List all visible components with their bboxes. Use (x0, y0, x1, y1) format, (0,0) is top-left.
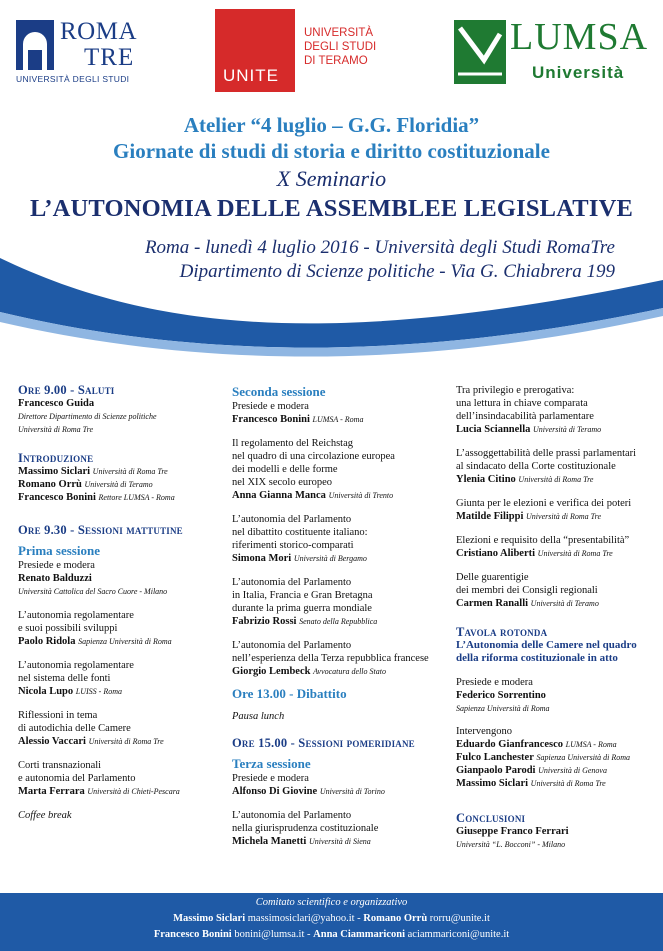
talk-item (232, 639, 447, 678)
speaker-affiliation: Sapienza Università di Roma (536, 753, 631, 762)
coffee-break: Coffee break (18, 810, 72, 821)
intro-heading: Introduzione (18, 451, 94, 465)
speaker-name: Simona Mori (232, 553, 292, 564)
speaker-name: Nicola Lupo (18, 686, 74, 697)
talk-title: dei membri dei Consigli regionali (456, 585, 598, 596)
speaker-name: Romano Orrù (18, 479, 82, 490)
speaker-affiliation: Senato della Repubblica (299, 617, 378, 626)
speaker-affiliation: Università di Genova (538, 766, 607, 775)
committee-line-2 (0, 927, 663, 943)
unite-logo-text (304, 26, 376, 68)
roma-tre-line1: ROMA (60, 18, 138, 45)
speaker-name: Alfonso Di Giovine (232, 786, 318, 797)
speaker-name: Massimo Siclari (18, 466, 91, 477)
list-item (18, 491, 228, 504)
speaker-name: Anna Gianna Manca (232, 490, 326, 501)
list-item (18, 478, 228, 491)
giornate-subtitle: Giornate di studi di storia e diritto costituzionale (113, 139, 550, 163)
speaker-affiliation: Sapienza Università di Roma (78, 637, 172, 646)
talk-title: riferimenti storico-comparati (232, 540, 354, 551)
speaker-name: Michela Manetti (232, 836, 307, 847)
talk-item (232, 809, 447, 848)
program-column-1 (18, 384, 228, 822)
header-titles (0, 112, 663, 224)
speaker-name: Fulco Lanchester (456, 752, 534, 763)
logos-bar (0, 0, 663, 100)
speaker-name: Giuseppe Franco Ferrari (456, 826, 569, 837)
unite-box-label: UNITE (223, 66, 279, 85)
speaker-affiliation: LUMSA - Roma (565, 740, 617, 749)
mattina-block (18, 524, 228, 598)
talk-item (456, 447, 663, 486)
speaker-affiliation: Università di Roma Tre (18, 425, 94, 434)
talk-title: Delle guarentigie (456, 572, 529, 583)
separator: - (304, 929, 314, 940)
talk-title: nella giurisprudenza costituzionale (232, 823, 379, 834)
talk-item (18, 609, 228, 648)
speaker-affiliation: Università di Trento (328, 491, 394, 500)
talk-title: Corti transnazionali (18, 760, 102, 771)
tavola-title: L’Autonomia delle Camere nel quadro (456, 639, 637, 651)
talk-item (456, 534, 663, 560)
mattina-heading: Ore 9.30 - Sessioni mattutine (18, 523, 183, 537)
pomeriggio-heading: Ore 15.00 - Sessioni pomeridiane (232, 736, 415, 750)
talk-item (232, 576, 447, 628)
separator: - (354, 913, 364, 924)
talk-title: Riflessioni in tema (18, 710, 98, 721)
talk-title: dell’insindacabilità parlamentare (456, 411, 594, 422)
lumsa-line2: Università (532, 63, 625, 82)
lumsa-line1: LUMSA (510, 16, 649, 58)
list-item (18, 465, 228, 478)
committee-email[interactable]: bonini@lumsa.it (234, 929, 305, 940)
talk-title: dei modelli e delle forme (232, 464, 338, 475)
speaker-affiliation: Università di Roma Tre (530, 779, 606, 788)
speaker-affiliation: Università Cattolica del Sacro Cuore - Milano (18, 587, 168, 596)
atelier-title: Atelier “4 luglio – G.G. Floridia” (183, 113, 480, 137)
speaker-name: Lucia Sciannella (456, 424, 531, 435)
saluti-block (18, 384, 228, 436)
talk-title: L’autonomia del Parlamento (232, 514, 352, 525)
terza-sessione-heading: Terza sessione (232, 756, 311, 771)
tavola-rotonda-heading: Tavola rotonda (456, 625, 548, 639)
talk-title: nel dibattito costituente italiano: (232, 527, 368, 538)
talk-title: L’assoggettabilità delle prassi parlamentari (456, 448, 637, 459)
unite-text-line: DEGLI STUDI (304, 41, 377, 53)
speaker-affiliation: Università di Roma Tre (88, 737, 164, 746)
talk-item (232, 513, 447, 565)
presiede-label: Presiede e modera (232, 401, 309, 412)
venue-line2: Dipartimento di Scienze politiche - Via G. Chiabrera 199 (179, 261, 615, 282)
committee-heading: Comitato scientifico e organizzativo (255, 897, 408, 908)
talk-title: nel sistema delle fonti (18, 673, 111, 684)
talk-title: L’autonomia del Parlamento (232, 640, 352, 651)
saluti-heading: Ore 9.00 - Saluti (18, 383, 115, 397)
speaker-affiliation: Direttore Dipartimento di Scienze politiche (18, 412, 157, 421)
blue-wave-decoration (0, 250, 663, 380)
talk-title: una lettura in chiave comparata (456, 398, 588, 409)
footer-committee (0, 893, 663, 951)
speaker-affiliation: Università di Siena (308, 837, 371, 846)
roma-tre-logo (16, 18, 150, 88)
speaker-affiliation: LUMSA - Roma (312, 415, 364, 424)
speaker-name: Marta Ferrara (18, 786, 85, 797)
presiede-label: Presiede e modera (232, 773, 309, 784)
roma-tre-line3: UNIVERSITÀ DEGLI STUDI (16, 74, 130, 84)
program-column-2 (232, 384, 447, 848)
list-item (456, 777, 663, 790)
talk-title: Elezioni e requisito della “presentabilità” (456, 535, 630, 546)
speaker-name: Massimo Siclari (456, 778, 529, 789)
unite-text-line: DI TERAMO (304, 55, 368, 67)
talk-title: al sindacato della Corte costituzionale (456, 461, 616, 472)
main-title: L’AUTONOMIA DELLE ASSEMBLEE LEGISLATIVE (29, 195, 634, 222)
speaker-affiliation: Università di Roma Tre (518, 475, 594, 484)
talk-title: nell’esperienza della Terza repubblica francese (232, 653, 429, 664)
speaker-affiliation: LUISS - Roma (75, 687, 122, 696)
presiede-label: Presiede e modera (456, 677, 533, 688)
intro-block (18, 452, 228, 504)
speaker-affiliation: Università di Chieti-Pescara (87, 787, 180, 796)
talk-item (456, 497, 663, 523)
speaker-name: Fabrizio Rossi (232, 616, 297, 627)
speaker-affiliation: Sapienza Università di Roma (456, 704, 550, 713)
prima-sessione-heading: Prima sessione (18, 543, 100, 558)
speaker-name: Cristiano Aliberti (456, 548, 536, 559)
talk-title: e suoi possibili sviluppi (18, 623, 118, 634)
list-item (456, 751, 663, 764)
committee-email[interactable]: aciammariconi@unite.it (407, 929, 510, 940)
talk-title: e autonomia del Parlamento (18, 773, 136, 784)
tavola-title: della riforma costituzionale in atto (456, 652, 618, 664)
talk-item (456, 384, 663, 436)
committee-member-name: Massimo Siclari (173, 913, 246, 924)
talk-title: L’autonomia regolamentare (18, 660, 134, 671)
talk-title: Tra privilegio e prerogativa: (456, 385, 575, 396)
conclusioni-heading: Conclusioni (456, 811, 526, 825)
talk-item (18, 759, 228, 798)
talk-title: nel XIX secolo europeo (232, 477, 333, 488)
speaker-affiliation: Università di Roma Tre (526, 512, 602, 521)
committee-line-1 (0, 911, 663, 927)
committee-member-name: Anna Ciammariconi (313, 929, 406, 940)
speaker-name: Matilde Filippi (456, 511, 524, 522)
intervengono-label: Intervengono (456, 726, 512, 737)
speaker-name: Gianpaolo Parodi (456, 765, 536, 776)
talk-title: L’autonomia del Parlamento (232, 810, 352, 821)
dibattito-heading: Ore 13.00 - Dibattito (232, 686, 347, 701)
speaker-name: Francesco Guida (18, 398, 95, 409)
presiede-label: Presiede e modera (18, 560, 95, 571)
talk-item (18, 709, 228, 748)
speaker-name: Ylenia Citino (456, 474, 516, 485)
committee-member-name: Romano Orrù (363, 913, 428, 924)
lumsa-mark-icon (454, 20, 506, 84)
speaker-affiliation: Università di Teramo (530, 599, 599, 608)
speaker-affiliation: Università di Teramo (533, 425, 602, 434)
speaker-name: Eduardo Gianfrancesco (456, 739, 564, 750)
talk-item (232, 437, 447, 502)
seconda-sessione-heading: Seconda sessione (232, 384, 326, 399)
speaker-name: Francesco Bonini (18, 492, 96, 503)
talk-item (456, 571, 663, 610)
talk-title: L’autonomia regolamentare (18, 610, 134, 621)
speaker-affiliation: Università di Teramo (84, 480, 153, 489)
speaker-name: Carmen Ranalli (456, 598, 529, 609)
speaker-affiliation: Università “L. Bocconi” - Milano (456, 840, 566, 849)
unite-logo-box (215, 9, 295, 92)
seminario-label: X Seminario (276, 166, 387, 191)
talk-title: nel quadro di una circolazione europea (232, 451, 395, 462)
speaker-name: Francesco Bonini (232, 414, 310, 425)
speaker-affiliation: Università di Roma Tre (92, 467, 168, 476)
talk-title: Giunta per le elezioni e verifica dei poteri (456, 498, 632, 509)
speaker-affiliation: Università di Bergamo (293, 554, 367, 563)
speaker-affiliation: Avvocatura dello Stato (313, 667, 386, 676)
venue-line1: Roma - lunedì 4 luglio 2016 - Università degli Studi RomaTre (144, 237, 615, 258)
speaker-affiliation: Rettore LUMSA - Roma (98, 493, 175, 502)
talk-title: durante la prima guerra mondiale (232, 603, 372, 614)
pausa-lunch: Pausa lunch (232, 711, 285, 722)
talk-title: Il regolamento del Reichstag (232, 438, 354, 449)
talk-title: in Italia, Francia e Gran Bretagna (232, 590, 373, 601)
speaker-name: Alessio Vaccari (18, 736, 86, 747)
lumsa-logo (454, 17, 650, 91)
list-item (456, 764, 663, 777)
speaker-name: Giorgio Lembeck (232, 666, 311, 677)
speaker-affiliation: Università di Roma Tre (537, 549, 613, 558)
roma-tre-arch-icon (16, 20, 54, 70)
committee-member-name: Francesco Bonini (153, 929, 232, 940)
list-item (456, 738, 663, 751)
program-column-3 (456, 384, 663, 851)
speaker-affiliation: Università di Torino (319, 787, 385, 796)
unite-text-line: UNIVERSITÀ (304, 27, 374, 39)
committee-email[interactable]: massimosiclari@yahoo.it (247, 913, 355, 924)
talk-item (18, 659, 228, 698)
talk-title: di autodichia delle Camere (18, 723, 131, 734)
roma-tre-line2: TRE (84, 44, 135, 71)
talk-title: L’autonomia del Parlamento (232, 577, 352, 588)
committee-email[interactable]: rorru@unite.it (429, 913, 490, 924)
speaker-name: Federico Sorrentino (456, 690, 546, 701)
speaker-name: Paolo Ridola (18, 636, 76, 647)
speaker-name: Renato Balduzzi (18, 573, 92, 584)
